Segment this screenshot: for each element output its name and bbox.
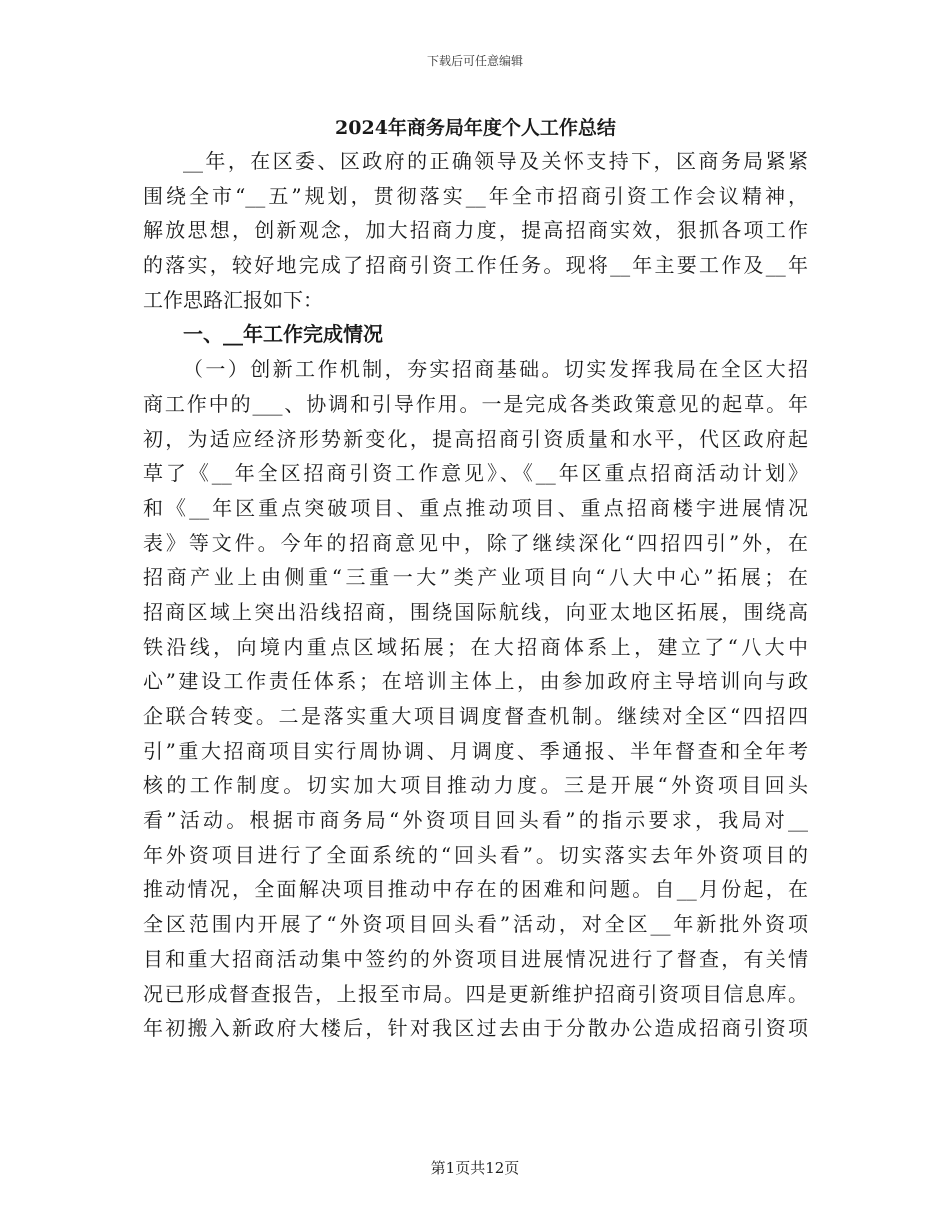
page-header-note: 下载后可任意编辑	[426, 54, 523, 68]
paragraph-line: 解放思想，创新观念，加大招商力度，提高招商实效，狠抓各项工作	[143, 218, 808, 243]
paragraph-line: 心”建设工作责任体系；在培训主体上，由参加政府主导培训向与政	[143, 669, 808, 694]
paragraph-line: 表》等文件。今年的招商意见中，除了继续深化“四招四引”外，在	[143, 530, 808, 555]
paragraph-line: 年初搬入新政府大楼后，针对我区过去由于分散办公造成招商引资项	[143, 1016, 808, 1041]
document-title: 2024年商务局年度个人工作总结	[335, 117, 616, 139]
paragraph-line: 核的工作制度。切实加大项目推动力度。三是开展“外资项目回头	[143, 773, 808, 798]
paragraph-line: 引”重大招商项目实行周协调、月调度、季通报、半年督查和全年考	[143, 738, 808, 763]
paragraph-line: 的落实，较好地完成了招商引资工作任务。现将__年主要工作及__年	[143, 253, 808, 278]
section-heading: 一、__年工作完成情况	[183, 322, 383, 347]
paragraph-line: 铁沿线，向境内重点区域拓展；在大招商体系上，建立了“八大中	[143, 634, 808, 659]
paragraph-line: 年外资项目进行了全面系统的“回头看”。切实落实去年外资项目的	[143, 842, 808, 867]
paragraph-line: 和《__年区重点突破项目、重点推动项目、重点招商楼宇进展情况	[143, 495, 808, 520]
paragraph-line: 况已形成督查报告，上报至市局。四是更新维护招商引资项目信息库。	[143, 981, 808, 1006]
paragraph-line: 草了《__年全区招商引资工作意见》、《__年区重点招商活动计划》	[143, 461, 808, 486]
page-number: 第1页共12页	[430, 1159, 520, 1177]
paragraph-line: 工作思路汇报如下：	[143, 287, 323, 312]
paragraph-line: 商工作中的___、协调和引导作用。一是完成各类政策意见的起草。年	[143, 391, 808, 416]
paragraph-line: 初，为适应经济形势新变化，提高招商引资质量和水平，代区政府起	[143, 426, 808, 451]
paragraph-line: 企联合转变。二是落实重大项目调度督查机制。继续对全区“四招四	[143, 704, 808, 728]
paragraph-line: （一）创新工作机制，夯实招商基础。切实发挥我局在全区大招	[183, 357, 808, 382]
paragraph-line: 全区范围内开展了“外资项目回头看”活动，对全区__年新批外资项	[143, 912, 808, 937]
paragraph-line: 招商区域上突出沿线招商，围绕国际航线，向亚太地区拓展，围绕高	[143, 599, 808, 624]
paragraph-line: __年，在区委、区政府的正确领导及关怀支持下，区商务局紧紧	[183, 149, 808, 173]
paragraph-line: 目和重大招商活动集中签约的外资项目进展情况进行了督查，有关情	[143, 946, 808, 971]
paragraph-line: 招商产业上由侧重“三重一大”类产业项目向“八大中心”拓展；在	[143, 565, 808, 590]
paragraph-line: 推动情况，全面解决项目推动中存在的困难和问题。自__月份起，在	[143, 877, 808, 902]
paragraph-line: 围绕全市“__五”规划，贯彻落实__年全市招商引资工作会议精神，	[143, 183, 808, 208]
paragraph-line: 看”活动。根据市商务局“外资项目回头看”的指示要求，我局对__	[143, 808, 808, 833]
document-body	[143, 112, 808, 1046]
